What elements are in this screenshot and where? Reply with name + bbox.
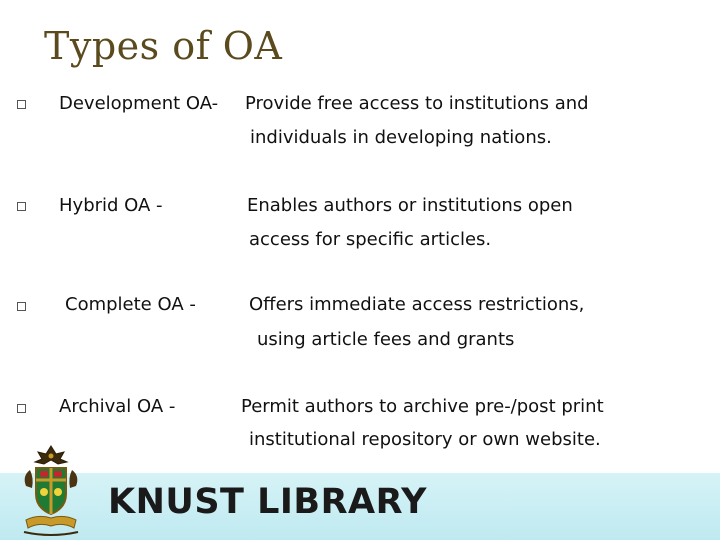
footer-library-name: KNUST LIBRARY — [108, 482, 428, 522]
bullet-description-archival: Permit authors to archive pre-/post print — [241, 396, 604, 417]
bullet-description-archival-continued: institutional repository or own website. — [249, 429, 601, 450]
bullet-description-complete-continued: using article fees and grants — [257, 329, 515, 350]
university-crest-icon — [20, 442, 82, 538]
bullet-square-icon — [17, 404, 26, 413]
slide-title: Types of OA — [44, 24, 283, 68]
bullet-square-icon — [17, 302, 26, 311]
bullet-square-icon — [17, 202, 26, 211]
bullet-term-complete: Complete OA - — [65, 294, 196, 315]
bullet-square-icon — [17, 100, 26, 109]
bullet-term-development: Development OA- — [59, 93, 219, 114]
bullet-term-hybrid: Hybrid OA - — [59, 195, 163, 216]
bullet-term-archival: Archival OA - — [59, 396, 176, 417]
bullet-description-hybrid: Enables authors or institutions open — [247, 195, 573, 216]
bullet-description-complete: Offers immediate access restrictions, — [249, 294, 585, 315]
bullet-description-development: Provide free access to institutions and — [245, 93, 589, 114]
bullet-description-hybrid-continued: access for specific articles. — [249, 229, 492, 250]
bullet-description-development-continued: individuals in developing nations. — [250, 127, 552, 148]
